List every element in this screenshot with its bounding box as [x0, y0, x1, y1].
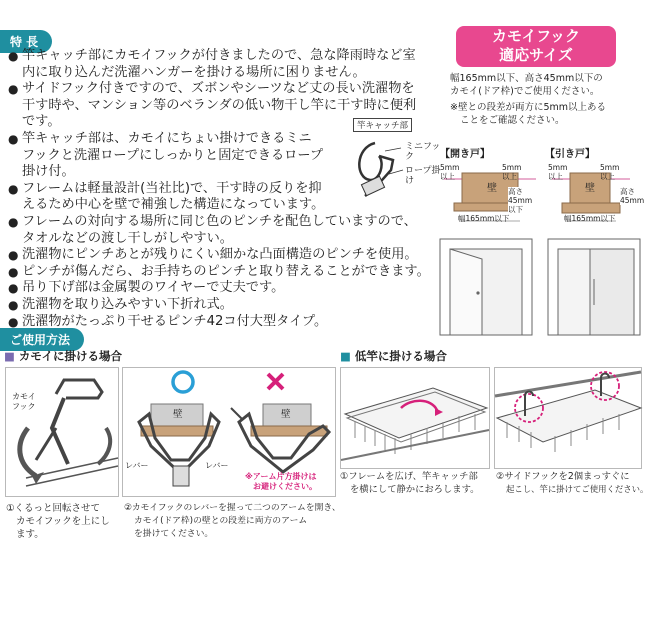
open-door-step-left: 5mm 以上: [440, 163, 460, 181]
open-door-label: 【開き戸】: [440, 149, 490, 160]
hook-diagram: [345, 118, 445, 208]
lever-right-label: レバー: [205, 461, 229, 470]
pole-step2-caption: ②サイドフックを2個まっすぐに 起こし、竿に掛けてご使用ください。: [496, 471, 648, 494]
door-frame-illustration: [440, 159, 640, 335]
pole-step1-caption: ①フレームを広げ、竿キャッチ部 を横にして静かにおろします。: [340, 471, 480, 495]
slide-door-height: 高さ 45mm: [620, 187, 645, 205]
feature-line: ● サイドフック付きですので、ズボンやシーツなど丈の長い洗濯物を: [8, 81, 428, 98]
feature-line: ● フレームは軽量設計(当社比)で、干す時の反りを抑: [8, 181, 428, 198]
lever-left-label: レバー: [125, 461, 149, 470]
kamoi-size-title: カモイフック 適応サイズ: [456, 26, 616, 67]
feature-line: えるため中心を壁で補強した構造になっています。: [22, 197, 325, 213]
feature-line: ● 竿キャッチ部は、カモイにちょい掛けできるミニ: [8, 131, 428, 148]
hook-diagram-title: 竿キャッチ部: [353, 118, 412, 132]
kamoi-step2-caption: ②カモイフックのレバーを握って二つのアームを開き、 カモイ(ドア枠)の壁との段差に両方のアーム を掛けてください。: [124, 503, 341, 539]
feature-line: ● 吊り下げ部は金属製のワイヤーで丈夫です。: [8, 280, 428, 297]
side-hook-on-pole-illustration: [495, 368, 641, 468]
kamoi-step1-panel: [5, 367, 119, 497]
ok-wall-label: 壁: [173, 409, 183, 420]
feature-line: フックと洗濯ロープにしっかりと固定できるロープ: [22, 147, 324, 163]
slide-door-wall: 壁: [585, 183, 595, 194]
hook-illustration: [345, 118, 445, 208]
feature-line: ● 洗濯物を取り込みやすい下折れ式。: [8, 297, 428, 314]
feature-line: 掛け付。: [22, 164, 75, 180]
mini-hook-label: ミニフック: [405, 142, 441, 162]
feature-line: 干す時や、マンション等のベランダの低い物干し竿に干す時に便利: [22, 97, 417, 113]
kamoi-size-desc: 幅165mm以下、高さ45mm以下の カモイ(ドア枠)でご使用ください。 ※壁との段差が両方に5mm以上ある ことをご確認ください。: [450, 73, 607, 126]
feature-line: 内に取り込んだ洗濯ハンガーを掛ける場所に困りません。: [22, 64, 366, 80]
lower-frame-illustration: [341, 368, 489, 468]
rope-hook-label: ロープ掛け: [405, 166, 441, 186]
feature-line: ● 竿キャッチ部にカモイフックが付きましたので、急な降雨時など室: [8, 48, 428, 65]
features-label: 特 長: [0, 30, 52, 53]
slide-door-step-right: 5mm 以上: [600, 163, 620, 181]
pole-step1-panel: [340, 367, 490, 469]
ng-note: ※アーム片方掛けは お避けください。: [245, 472, 317, 491]
feature-line: です。: [22, 114, 61, 130]
kamoi-usage-title: ■ カモイに掛ける場合: [4, 349, 123, 363]
slide-door-step-left: 5mm 以上: [548, 163, 568, 181]
slide-door-width: 幅165mm以下: [564, 214, 616, 223]
open-door-wall: 壁: [487, 183, 497, 194]
kamoi-hook-label: カモイ フック: [12, 392, 36, 411]
kamoi-size-box: [436, 18, 636, 138]
feature-line: ● ピンチが傷んだら、お手持ちのピンチと取り替えることができます。: [8, 264, 428, 281]
kamoi-step2-panel: [122, 367, 336, 497]
pole-step2-panel: [494, 367, 642, 469]
slide-door-label: 【引き戸】: [545, 149, 595, 160]
feature-line: タオルなどの渡し干しがしやすい。: [22, 230, 233, 246]
pole-usage-title: ■ 低竿に掛ける場合: [340, 349, 447, 363]
feature-line: ● フレームの対向する場所に同じ色のピンチを配色していますので、: [8, 214, 428, 231]
door-diagrams: [440, 145, 645, 335]
rotate-hook-illustration: [6, 368, 118, 496]
open-door-width: 幅165mm以下: [458, 214, 510, 223]
feature-line: ● 洗濯物がたっぷり干せるピンチ42コ付大型タイプ。: [8, 314, 428, 331]
feature-line: ● 洗濯物にピンチあとが残りにくい細かな凸面構造のピンチを使用。: [8, 247, 428, 264]
kamoi-step1-caption: ①くるっと回転させて カモイフックを上にし ます。: [6, 503, 110, 540]
open-door-step-right: 5mm 以上: [502, 163, 522, 181]
ng-wall-label: 壁: [281, 409, 291, 420]
usage-label: ご使用方法: [0, 328, 84, 351]
open-door-height: 高さ 45mm 以下: [508, 187, 533, 214]
